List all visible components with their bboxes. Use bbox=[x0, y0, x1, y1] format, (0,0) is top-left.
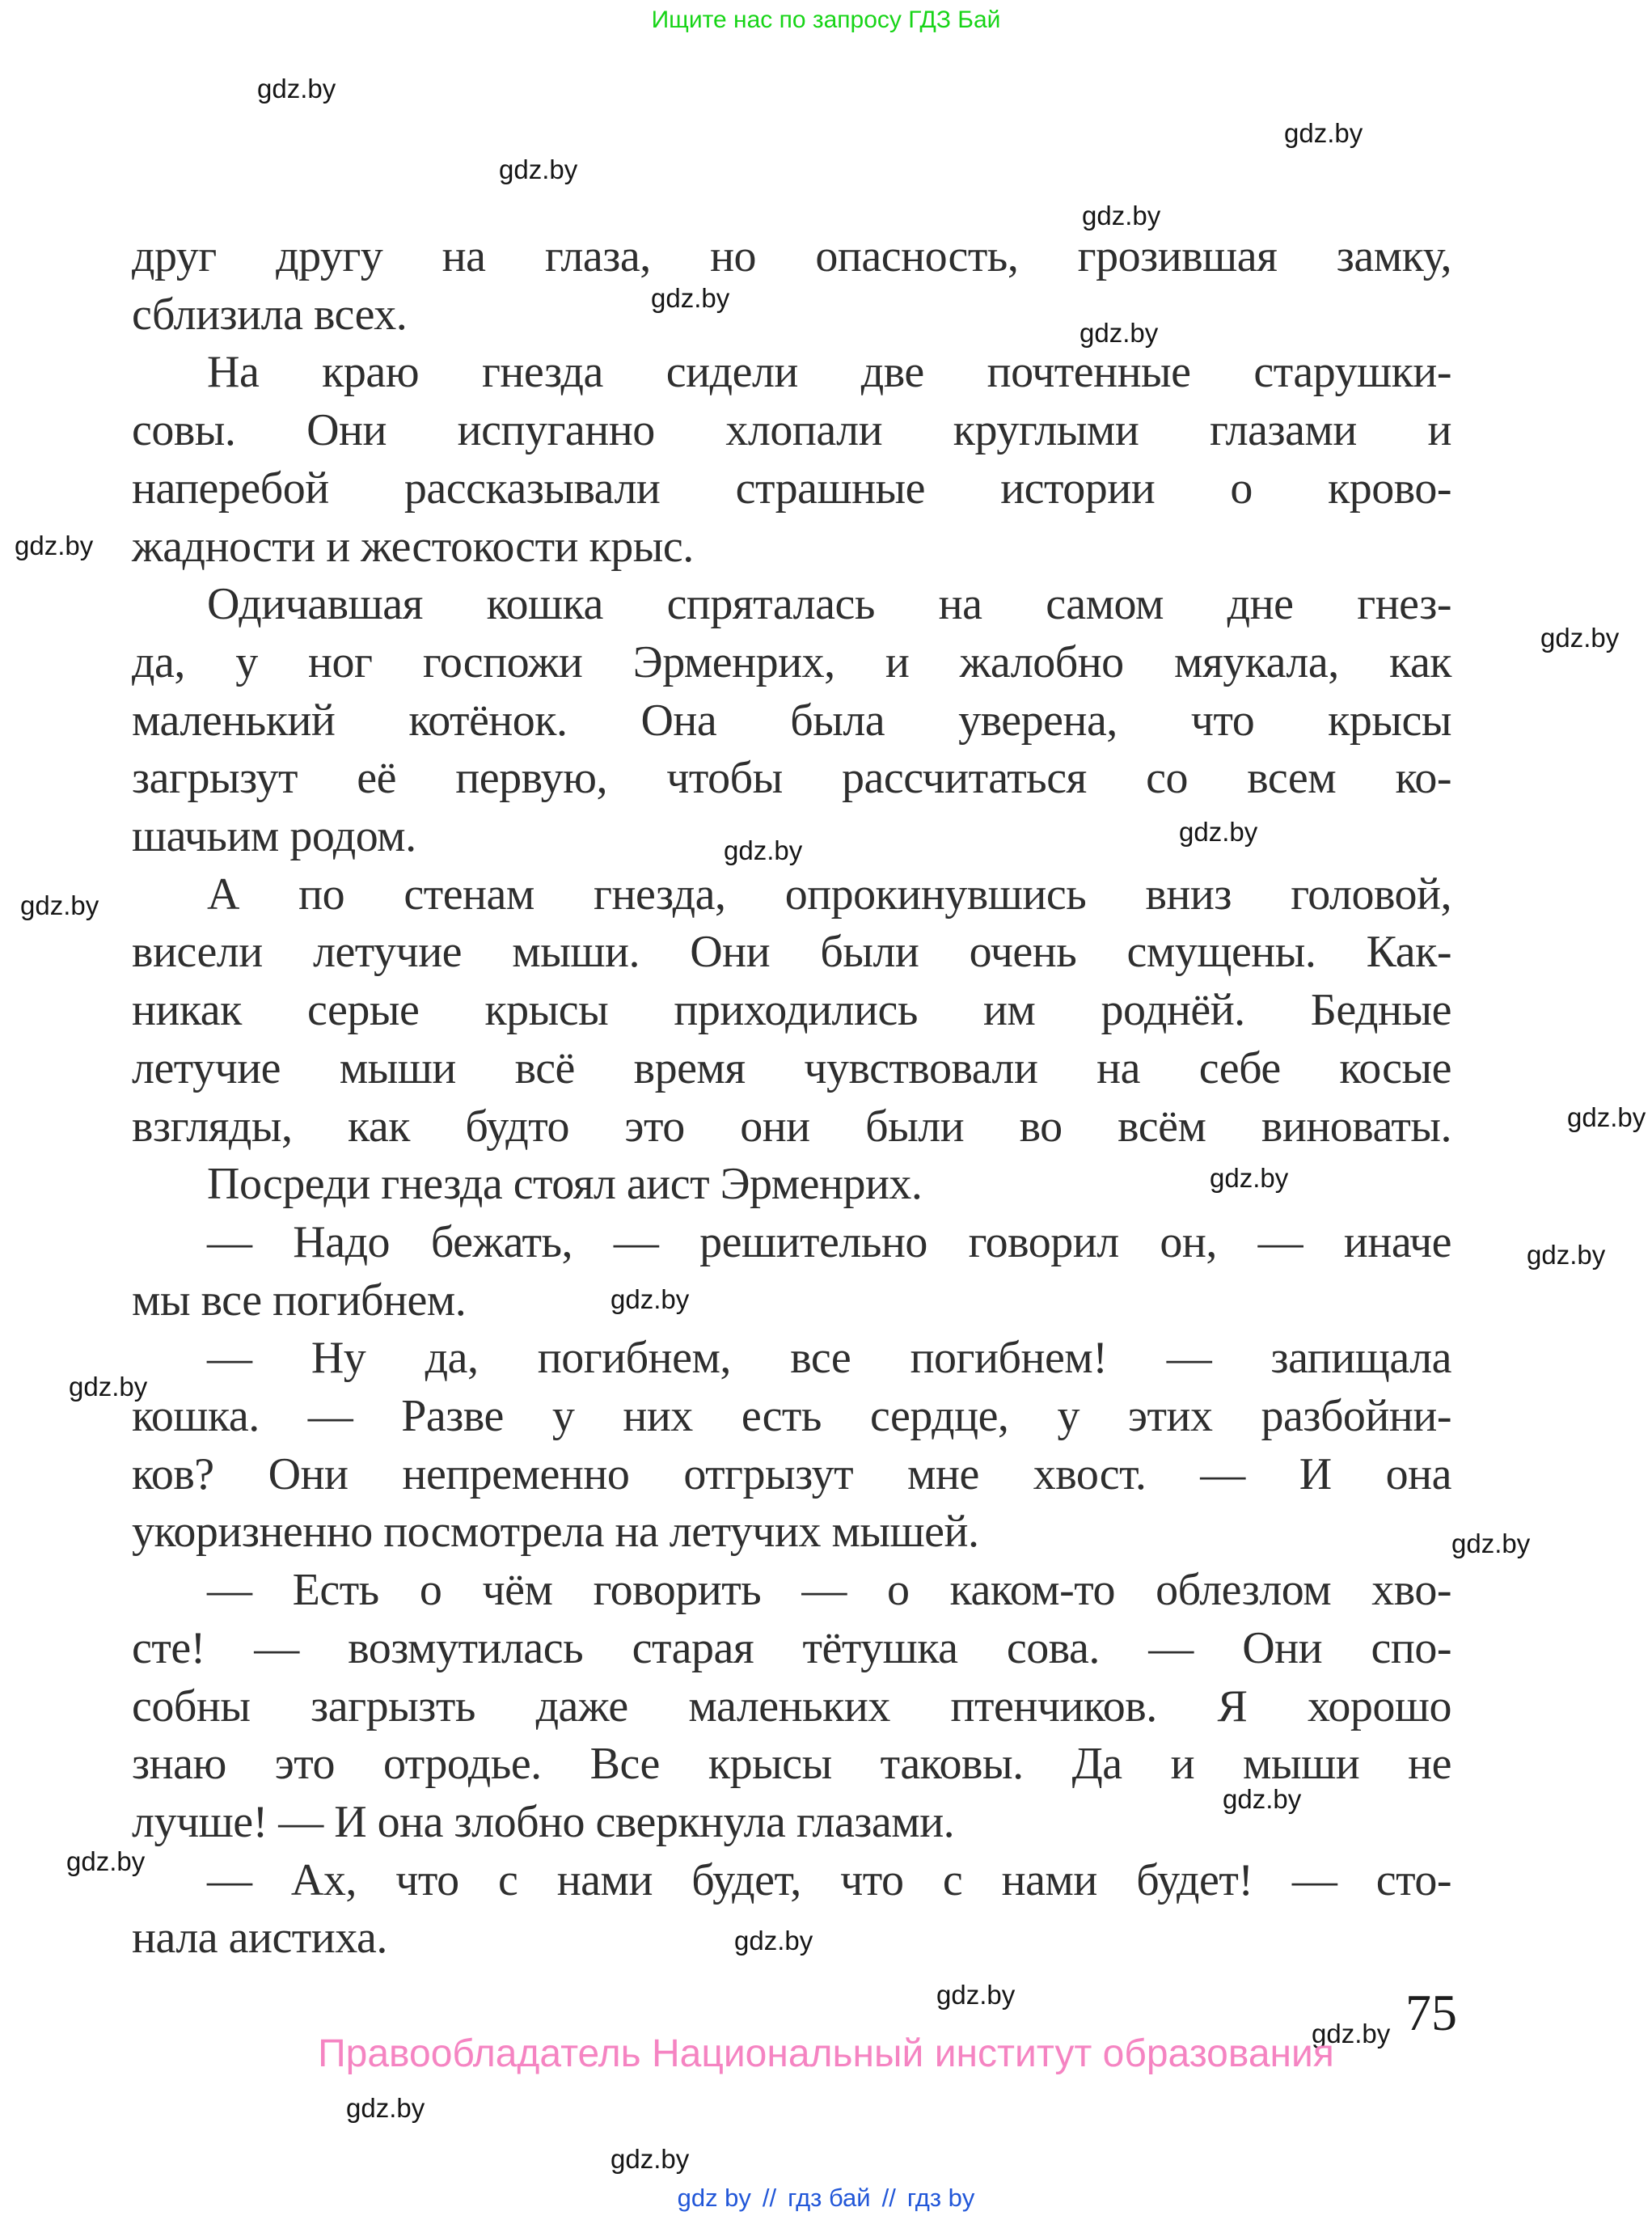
gdz-watermark: gdz.by bbox=[15, 531, 94, 560]
text-line: На краю гнезда сидели две почтенные старушки- bbox=[207, 347, 1451, 398]
text-line: ков? Они непременно отгрызут мне хвост. — И она bbox=[132, 1448, 1451, 1499]
text-line: собны загрызть даже маленьких птенчиков. Я хорошо bbox=[132, 1681, 1451, 1731]
text-line: загрызут её первую, чтобы рассчитаться со всем ко- bbox=[132, 753, 1451, 804]
page-number: 75 bbox=[1405, 1984, 1457, 2041]
text-line: наперебой рассказывали страшные истории о крово- bbox=[132, 463, 1451, 514]
gdz-watermark: gdz.by bbox=[257, 74, 336, 104]
footer-link[interactable]: gdz by bbox=[677, 2184, 751, 2212]
text-line: укоризненно посмотрела на летучих мышей. bbox=[132, 1507, 979, 1558]
text-line: А по стенам гнезда, опрокинувшись вниз головой, bbox=[207, 869, 1451, 920]
gdz-watermark: gdz.by bbox=[1312, 2019, 1391, 2049]
footer-link-separator: // bbox=[881, 2184, 896, 2212]
gdz-watermark: gdz.by bbox=[1527, 1240, 1606, 1270]
text-line: — Есть о чём говорить — о каком-то облезлом хво- bbox=[207, 1565, 1451, 1616]
gdz-watermark: gdz.by bbox=[1210, 1163, 1289, 1193]
gdz-watermark: gdz.by bbox=[1223, 1784, 1302, 1814]
footer-link[interactable]: гдз by bbox=[906, 2184, 975, 2212]
gdz-watermark: gdz.by bbox=[1082, 201, 1161, 230]
text-line: друг другу на глаза, но опасность, грозившая замку, bbox=[132, 231, 1451, 281]
text-line: сте! — возмутилась старая тётушка сова. — Они спо- bbox=[132, 1622, 1451, 1673]
text-line: маленький котёнок. Она была уверена, что крысы bbox=[132, 695, 1451, 746]
text-line: — Надо бежать, — решительно говорил он, — иначе bbox=[207, 1216, 1451, 1267]
text-line: сблизила всех. bbox=[132, 289, 408, 340]
gdz-watermark: gdz.by bbox=[611, 2144, 690, 2174]
text-line: мы все погибнем. bbox=[132, 1275, 467, 1326]
header-promo-text: Ищите нас по запросу ГДЗ Бай bbox=[651, 6, 1001, 33]
footer-links bbox=[678, 2184, 975, 2213]
text-line: жадности и жестокости крыс. bbox=[132, 521, 694, 572]
text-block bbox=[132, 228, 1451, 1968]
text-line: никак серые крысы приходились им роднёй. Бедные bbox=[132, 985, 1451, 1036]
gdz-watermark: gdz.by bbox=[611, 1284, 690, 1314]
text-line: взгляды, как будто это они были во всём виноваты. bbox=[132, 1101, 1451, 1152]
text-line: летучие мыши всё время чувствовали на себе косые bbox=[132, 1042, 1451, 1093]
copyright-line: Правообладатель Национальный институт образования bbox=[318, 2032, 1334, 2075]
gdz-watermark: gdz.by bbox=[724, 835, 803, 865]
gdz-watermark: gdz.by bbox=[1567, 1102, 1646, 1132]
text-line: — Ну да, погибнем, все погибнем! — запищала bbox=[207, 1333, 1451, 1384]
text-line: шачьим родом. bbox=[132, 811, 416, 862]
gdz-watermark: gdz.by bbox=[1080, 318, 1159, 348]
text-line: — Ах, что с нами будет, что с нами будет! — сто- bbox=[207, 1854, 1451, 1905]
text-line: совы. Они испуганно хлопали круглыми глазами и bbox=[132, 405, 1451, 456]
text-line: лучше! — И она злобно сверкнула глазами. bbox=[132, 1796, 955, 1847]
text-line: Одичавшая кошка спряталась на самом дне гнез- bbox=[207, 579, 1451, 630]
gdz-watermark: gdz.by bbox=[20, 890, 99, 920]
gdz-watermark: gdz.by bbox=[69, 1372, 148, 1402]
text-line: Посреди гнезда стоял аист Эрменрих. bbox=[207, 1159, 923, 1210]
gdz-watermark: gdz.by bbox=[1179, 817, 1258, 847]
gdz-watermark: gdz.by bbox=[346, 2093, 425, 2123]
gdz-watermark: gdz.by bbox=[499, 154, 578, 184]
gdz-watermark: gdz.by bbox=[936, 1980, 1016, 2010]
gdz-watermark: gdz.by bbox=[1540, 623, 1620, 653]
text-line: знаю это отродье. Все крысы таковы. Да и мыши не bbox=[132, 1739, 1451, 1790]
text-line: нала аистиха. bbox=[132, 1913, 387, 1964]
gdz-watermark: gdz.by bbox=[66, 1846, 146, 1876]
text-line: кошка. — Разве у них есть сердце, у этих разбойни- bbox=[132, 1391, 1451, 1442]
footer-link[interactable]: гдз бай bbox=[788, 2184, 871, 2212]
gdz-watermark: gdz.by bbox=[651, 283, 730, 313]
text-line: висели летучие мыши. Они были очень смущены. Как- bbox=[132, 927, 1451, 978]
gdz-watermark: gdz.by bbox=[734, 1926, 813, 1956]
text-line: да, у ног госпожи Эрменрих, и жалобно мяукала, как bbox=[132, 636, 1451, 687]
gdz-watermark: gdz.by bbox=[1451, 1528, 1531, 1558]
footer-link-separator: // bbox=[762, 2184, 777, 2212]
gdz-watermark: gdz.by bbox=[1284, 118, 1363, 148]
